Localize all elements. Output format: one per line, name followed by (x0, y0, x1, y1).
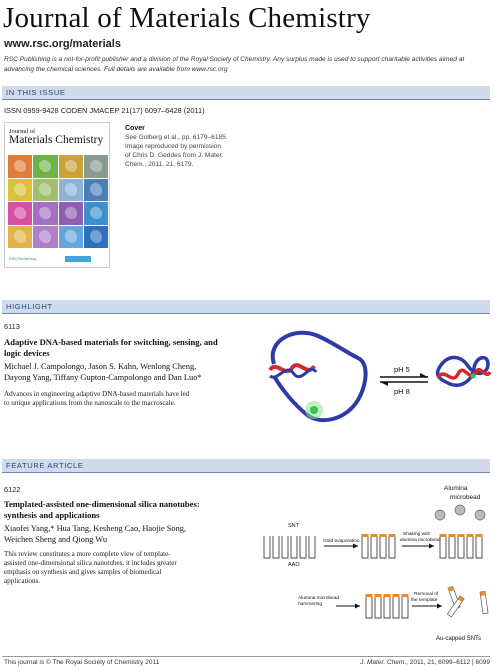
highlight-abstract-line-1: Advances in engineering adaptive DNA-based materials have led (4, 390, 190, 398)
gold-cap (384, 594, 391, 597)
nanotube (291, 536, 297, 558)
highlight-authors (4, 362, 274, 383)
cover-barcode-strip (65, 256, 91, 262)
section-rule (2, 99, 490, 100)
dna-strand-blue-helix (270, 369, 316, 377)
silica-nanotube-scheme (262, 480, 494, 652)
cover-image[interactable] (4, 122, 110, 268)
cover-tile (8, 202, 32, 225)
label-alumina: Alumina (444, 485, 468, 492)
nanotube (282, 536, 288, 558)
label-aao: AAO (288, 562, 300, 568)
issn-line: ISSN 0959-9428 CODEN JMACEP 21(17) 6097–6428 (2011) (4, 106, 205, 115)
gold-cap (402, 594, 409, 597)
feature-abstract-line-2: assisted one-dimensional silica nanotubes, it includes greater (4, 559, 177, 567)
highlight-article-title[interactable] (4, 337, 264, 358)
feature-title-line-2: synthesis and applications (4, 509, 100, 520)
label-removal-1: Removal of (414, 592, 439, 597)
footer-journal-abbrev: J. Mater. Chem. (360, 659, 407, 666)
arrow-head (355, 604, 360, 609)
arrow-label-top: pH 5 (394, 365, 410, 374)
publisher-disclaimer (4, 55, 492, 75)
arrow-label-bottom: pH 8 (394, 387, 410, 396)
label-microbead: microbead (450, 494, 481, 501)
arrow-head (353, 544, 358, 549)
nanotube (300, 536, 306, 558)
capped-tube (480, 591, 488, 613)
feature-abstract-line-3: emphasis on synthesis and gives samples of biomedical (4, 568, 162, 576)
folded-fluorophore (470, 373, 475, 378)
gold-cap (375, 594, 382, 597)
nanotube (440, 536, 446, 558)
cover-tile (8, 155, 32, 178)
cover-tile (84, 179, 108, 202)
feature-abstract-line-4: applications. (4, 577, 41, 585)
label-result: Au-capped SNTs (436, 636, 482, 642)
highlight-authors-line-1: Michael J. Campolongo, Jason S. Kahn, Wenlong Cheng, (4, 362, 197, 371)
cover-caption-line-4: Chem., 2011, 21, 6179. (125, 161, 194, 168)
label-hammering-1: Alumina microbead (298, 596, 340, 601)
cover-tile (59, 179, 83, 202)
label-shaking-1: Shaking with (403, 532, 431, 537)
dna-switch-figure (262, 320, 494, 432)
cover-journal-name (9, 128, 103, 146)
feature-authors-line-2: Weichen Sheng and Qiong Wu (4, 534, 108, 544)
arrow-forward-head (420, 373, 428, 377)
feature-article-title[interactable] (4, 499, 244, 520)
cover-caption (125, 124, 235, 169)
cover-tile (84, 226, 108, 249)
highlight-title-line-2: logic devices (4, 347, 50, 358)
feature-title-line-1: Templated-assisted one-dimensional silica nanotubes: (4, 499, 200, 509)
label-removal-2: the template (411, 598, 438, 603)
cover-artwork-grid (8, 155, 108, 248)
microbead-icon (475, 510, 485, 520)
footer-citation (360, 659, 490, 666)
nanotube (449, 536, 455, 558)
fluorophore-dot (310, 406, 318, 414)
cover-caption-line-2: Image reproduced by permission (125, 143, 222, 150)
gold-cap (458, 534, 465, 537)
highlight-title-line-1: Adaptive DNA-based materials for switching, sensing, and (4, 337, 218, 347)
gold-cap (380, 534, 387, 537)
highlight-abstract (4, 390, 274, 408)
section-rule (2, 313, 490, 314)
cover-tile (84, 202, 108, 225)
nanotube (264, 536, 270, 558)
label-snt: SNT (288, 523, 299, 529)
nanotube (476, 536, 482, 558)
gold-cap (362, 534, 369, 537)
disclaimer-line-2: advancing the chemical sciences. Full details are available from www.rsc.org (4, 66, 228, 73)
gold-cap (389, 534, 396, 537)
gold-cap (449, 534, 456, 537)
cover-caption-line-1: See Golberg et al., pp. 6179–6185. (125, 134, 228, 141)
cover-tile (59, 202, 83, 225)
nanotube (366, 596, 372, 618)
footer-rule (2, 656, 490, 657)
footer-citation-rest: , 2011, 21, 6099–6112 | 6099 (406, 659, 490, 666)
section-bar-feature-article: FEATURE ARTICLE (2, 459, 490, 472)
nanotube (309, 536, 315, 558)
journal-title: Journal of Materials Chemistry (3, 2, 371, 34)
gold-cap (371, 534, 378, 537)
feature-authors-line-1: Xiaofei Yang,* Hua Tang, Kesheng Cao, Haojie Song, (4, 524, 187, 533)
section-bar-highlight: HIGHLIGHT (2, 300, 490, 313)
arrow-back-head (380, 382, 388, 386)
feature-abstract-line-1: This review constitutes a more complete view of template- (4, 550, 171, 558)
cover-publisher-logo: RSCPublishing (9, 256, 36, 261)
cover-journal-small: Journal of (9, 128, 36, 135)
section-bar-in-this-issue: IN THIS ISSUE (2, 86, 490, 99)
nanotube (458, 536, 464, 558)
disclaimer-line-1: RSC Publishing is a not-for-profit publisher and a division of the Royal Society of Chemistry. Any surplus made is used to support charitable activities aimed at (4, 56, 465, 63)
gold-cap (440, 534, 447, 537)
cover-tile (33, 226, 57, 249)
highlight-abstract-line-2: to unique applications from the nanoscale to the macroscale. (4, 399, 176, 407)
nanotube (375, 596, 381, 618)
gold-cap (467, 534, 474, 537)
cover-caption-line-3: of Chris D. Geddes from J. Mater. (125, 152, 224, 159)
nanotube (273, 536, 279, 558)
nanotube (380, 536, 386, 558)
cover-tile (33, 179, 57, 202)
feature-page-number: 6122 (4, 485, 21, 494)
nanotube (384, 596, 390, 618)
feature-authors (4, 524, 244, 545)
label-shaking-2: alumina microbead (400, 538, 441, 543)
cover-caption-heading: Cover (125, 125, 145, 132)
section-rule (2, 472, 490, 473)
gold-cap (476, 534, 483, 537)
gold-cap (366, 594, 373, 597)
arrow-head (437, 604, 442, 609)
label-hammering-2: hammering (298, 602, 322, 607)
microbead-icon (455, 505, 465, 515)
arrow-head (429, 544, 434, 549)
nanotube (371, 536, 377, 558)
cover-tile (33, 155, 57, 178)
cover-tile (8, 226, 32, 249)
cover-tile (8, 179, 32, 202)
highlight-authors-line-2: Dayong Yang, Tiffany Gupton-Campolongo and Dan Luo* (4, 372, 202, 382)
journal-url[interactable]: www.rsc.org/materials (4, 38, 121, 50)
nanotube (467, 536, 473, 558)
nanotube (389, 536, 395, 558)
nanotube (362, 536, 368, 558)
cover-tile (84, 155, 108, 178)
microbead-icon (435, 510, 445, 520)
nanotube (402, 596, 408, 618)
highlight-page-number: 6113 (4, 322, 20, 331)
nanotube (393, 596, 399, 618)
cover-tile (59, 226, 83, 249)
cover-tile (59, 155, 83, 178)
feature-abstract (4, 550, 254, 586)
cover-journal-big: Materials Chemistry (9, 134, 104, 146)
footer-copyright: This journal is © The Royal Society of Chemistry 2011 (4, 659, 160, 666)
label-gold-evaporation: Gold evaporation (323, 539, 360, 544)
gold-cap (393, 594, 400, 597)
cover-tile (33, 202, 57, 225)
nanotube-arrays (264, 534, 483, 618)
